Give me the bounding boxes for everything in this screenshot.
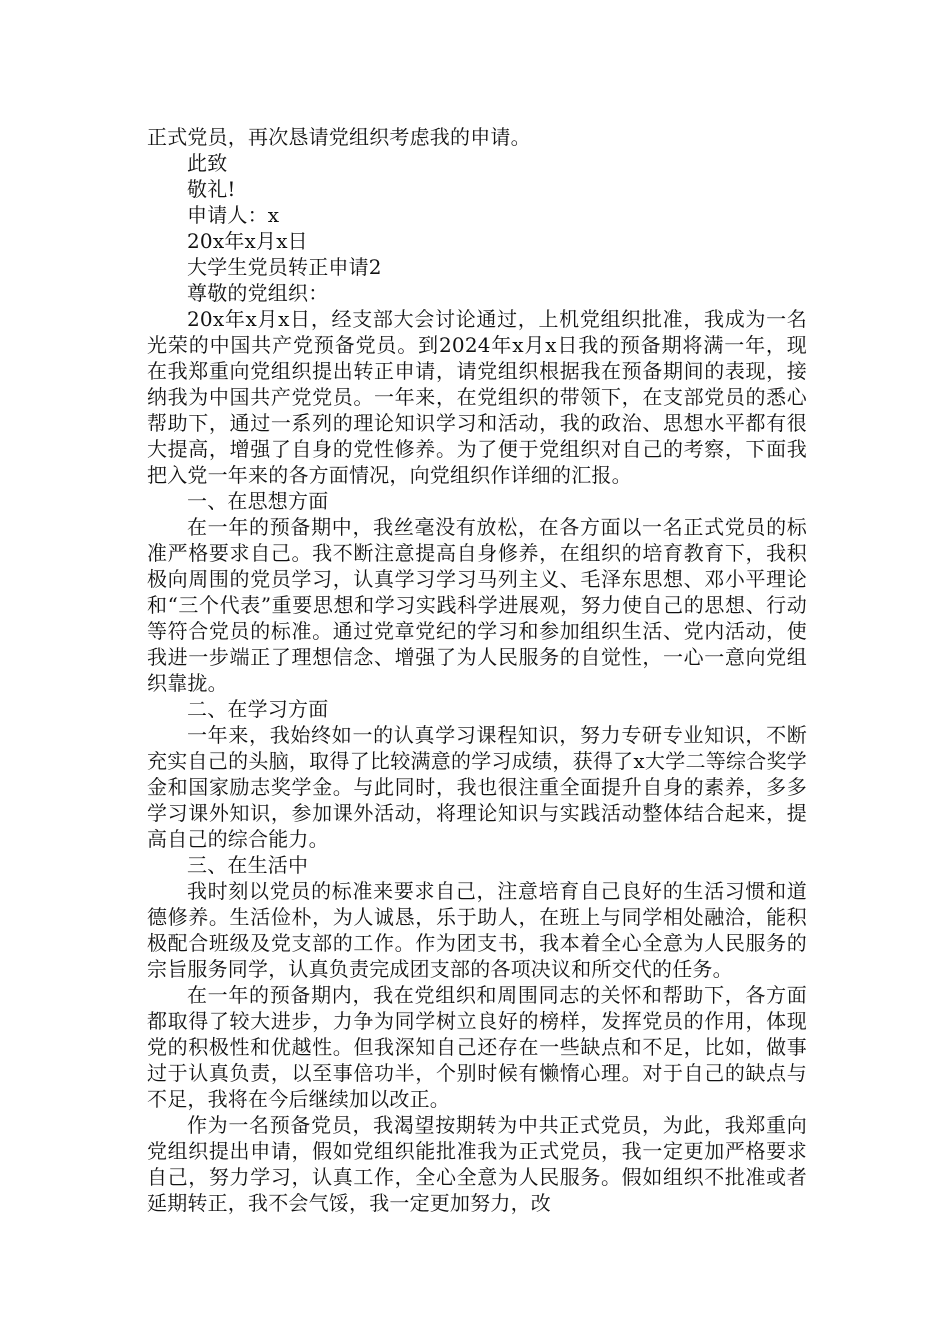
heading-study: 二、在学习方面 <box>187 697 329 721</box>
greeting: 尊敬的党组织： <box>187 281 329 305</box>
salutation-cizhi: 此致 <box>187 151 228 175</box>
heading-life: 三、在生活中 <box>187 853 309 877</box>
section-title: 大学生党员转正申请2 <box>187 255 382 279</box>
application-date: 20x年x月x日 <box>187 229 308 253</box>
paragraph-thought: 在一年的预备期中，我丝毫没有放松，在各方面以一名正式党员的标准严格要求自己。我不断注意提高自身修养，在组织的培育教育下，我积极向周围的党员学习，认真学习学习马列主义、毛泽东思想、邓小平理论和“三个代表”重要思想和学习实践科学进展观，努力使自己的思想、行动等符合党员的标准。通过党章党纪的学习和参加组织生活、党内活动，使我进一步端正了理想信念、增强了为人民服务的自觉性，一心一意向党组织靠拢。 <box>147 515 807 695</box>
paragraph-closing-line: 正式党员，再次恳请党组织考虑我的申请。 <box>147 125 531 149</box>
paragraph-life: 我时刻以党员的标准来要求自己，注意培育自己良好的生活习惯和道德修养。生活俭朴，为人诚恳，乐于助人，在班上与同学相处融洽，能积极配合班级及党支部的工作。作为团支书，我本着全心全意为人民服务的宗旨服务同学，认真负责完成团支部的各项决议和所交代的任务。 <box>147 879 807 981</box>
paragraph-summary: 在一年的预备期内，我在党组织和周围同志的关怀和帮助下，各方面都取得了较大进步，力争为同学树立良好的榜样，发挥党员的作用，体现党的积极性和优越性。但我深知自己还存在一些缺点和不足，比如，做事过于认真负责，以至事倍功半，个别时候有懒惰心理。对于自己的缺点与不足，我将在今后继续加以改正。 <box>147 983 807 1111</box>
document-body <box>147 124 807 1216</box>
paragraph-request: 作为一名预备党员，我渴望按期转为中共正式党员，为此，我郑重向党组织提出申请，假如党组织能批准我为正式党员，我一定更加严格要求自己，努力学习，认真工作，全心全意为人民服务。假如组织不批准或者延期转正，我不会气馁，我一定更加努力，改 <box>147 1113 807 1215</box>
paragraph-study: 一年来，我始终如一的认真学习课程知识，努力专研专业知识，不断充实自己的头脑，取得了比较满意的学习成绩，获得了x大学二等综合奖学金和国家励志奖学金。与此同时，我也很注重全面提升自身的素养，多多学习课外知识，参加课外活动，将理论知识与实践活动整体结合起来，提高自己的综合能力。 <box>147 723 807 851</box>
applicant-name: 申请人：x <box>187 203 280 227</box>
salutation-jingli: 敬礼! <box>187 177 236 201</box>
heading-thought: 一、在思想方面 <box>187 489 329 513</box>
paragraph-intro: 20x年x月x日，经支部大会讨论通过，上机党组织批准，我成为一名光荣的中国共产党预备党员。到2024年x月x日我的预备期将满一年，现在我郑重向党组织提出转正申请，请党组织根据我在预备期间的表现，接纳我为中国共产党党员。一年来，在党组织的带领下，在支部党员的悉心帮助下，通过一系列的理论知识学习和活动，我的政治、思想水平都有很大提高，增强了自身的党性修养。为了便于党组织对自己的考察，下面我把入党一年来的各方面情况，向党组织作详细的汇报。 <box>147 307 807 487</box>
